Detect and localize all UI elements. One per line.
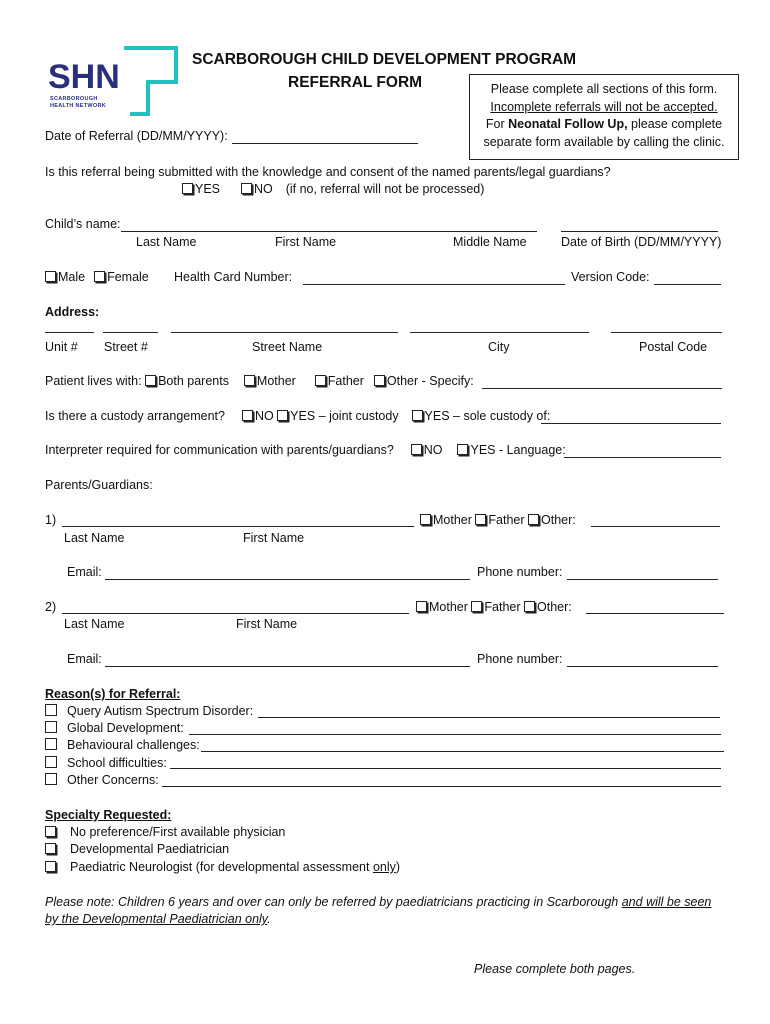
reason-autism: Query Autism Spectrum Disorder: (45, 704, 253, 718)
guardian-2-name-field[interactable] (62, 613, 409, 614)
child-name-label: Child’s name: (45, 217, 121, 231)
form-title: SCARBOROUGH CHILD DEVELOPMENT PROGRAM (192, 51, 577, 68)
health-card-field[interactable] (303, 284, 565, 285)
specialty-heading: Specialty Requested: (45, 808, 172, 822)
street-name-field[interactable] (171, 332, 398, 333)
complete-both-pages-note: Please complete both pages. (474, 962, 636, 976)
reason-school: School difficulties: (45, 756, 167, 770)
unit-caption: Unit # (45, 340, 78, 354)
postal-code-field[interactable] (611, 332, 722, 333)
shn-logo-subtitle: SCARBOROUGH HEALTH NETWORK (50, 96, 107, 109)
guardian-1-email-field[interactable] (105, 579, 470, 580)
reason-other: Other Concerns: (45, 773, 159, 787)
specialty-neurologist-checkbox[interactable] (45, 861, 56, 872)
child-first-name-caption: First Name (275, 235, 337, 249)
notice-box (469, 74, 739, 160)
child-dob-field[interactable] (561, 231, 718, 232)
interpreter-language-field[interactable] (564, 457, 721, 458)
guardian-1-first-name-caption: First Name (243, 531, 305, 545)
reason-school-field[interactable] (170, 768, 721, 769)
male-checkbox[interactable] (45, 271, 56, 282)
version-code-field[interactable] (654, 284, 721, 285)
reason-behavioural-checkbox[interactable] (45, 738, 57, 750)
specialty-developmental-checkbox[interactable] (45, 843, 56, 854)
father-checkbox[interactable] (315, 375, 326, 386)
street-name-caption: Street Name (252, 340, 323, 354)
interpreter-row: Interpreter required for communication with parents/guardians? NO YES - Language: (45, 443, 566, 457)
health-card-label: Health Card Number: (174, 270, 293, 284)
custody-sole-checkbox[interactable] (412, 410, 423, 421)
consent-no-checkbox[interactable] (241, 183, 252, 194)
notice-line-1: Please complete all sections of this form. (490, 82, 718, 96)
child-middle-name-caption: Middle Name (453, 235, 527, 249)
reason-school-checkbox[interactable] (45, 756, 57, 768)
guardian-2-phone-label: Phone number: (477, 652, 563, 666)
reason-other-checkbox[interactable] (45, 773, 57, 785)
custody-joint-checkbox[interactable] (277, 410, 288, 421)
child-last-name-caption: Last Name (136, 235, 197, 249)
interpreter-yes-checkbox[interactable] (457, 444, 468, 455)
guardian-1-last-name-caption: Last Name (64, 531, 125, 545)
guardian-1-father-checkbox[interactable] (475, 514, 486, 525)
postal-code-caption: Postal Code (639, 340, 708, 354)
consent-yes-checkbox[interactable] (182, 183, 193, 194)
custody-no-checkbox[interactable] (242, 410, 253, 421)
form-subtitle: REFERRAL FORM (288, 74, 423, 91)
guardian-1-phone-field[interactable] (567, 579, 718, 580)
child-dob-caption: Date of Birth (DD/MM/YYYY) (561, 235, 722, 249)
reason-other-field[interactable] (162, 786, 721, 787)
guardian-1-name-field[interactable] (62, 526, 414, 527)
guardian-2-last-name-caption: Last Name (64, 617, 125, 631)
guardian-2-other-checkbox[interactable] (524, 601, 535, 612)
guardian-1-mother-checkbox[interactable] (420, 514, 431, 525)
street-number-field[interactable] (103, 332, 158, 333)
reason-global: Global Development: (45, 721, 184, 735)
guardian-2-father-checkbox[interactable] (471, 601, 482, 612)
mother-checkbox[interactable] (244, 375, 255, 386)
guardian-1-number: 1) (45, 513, 57, 527)
notice-line-4: separate form available by calling the clinic. (483, 134, 725, 149)
lives-with-other-field[interactable] (482, 388, 722, 389)
guardian-1-email-label: Email: (67, 565, 102, 579)
female-checkbox[interactable] (94, 271, 105, 282)
other-checkbox[interactable] (374, 375, 385, 386)
reason-global-field[interactable] (189, 734, 721, 735)
specialty-neurologist: Paediatric Neurologist (for developmental assessment only) (45, 860, 400, 874)
guardian-1-other-checkbox[interactable] (528, 514, 539, 525)
guardian-2-mother-checkbox[interactable] (416, 601, 427, 612)
age-note-line-1: Please note: Children 6 years and over can only be referred by paediatricians practicing in Scarborough and will be seen (45, 895, 712, 909)
specialty-no-preference: No preference/First available physician (45, 825, 285, 839)
sex-options: Male Female (45, 270, 149, 284)
address-label: Address: (45, 305, 100, 319)
guardian-2-other-field[interactable] (586, 613, 724, 614)
version-code-label: Version Code: (571, 270, 650, 284)
shn-logo-text: SHN (48, 58, 120, 96)
city-field[interactable] (410, 332, 589, 333)
date-of-referral-label: Date of Referral (DD/MM/YYYY): (45, 129, 228, 143)
reason-behavioural: Behavioural challenges: (45, 738, 200, 752)
specialty-no-preference-checkbox[interactable] (45, 826, 56, 837)
reason-autism-checkbox[interactable] (45, 704, 57, 716)
custody-row: Is there a custody arrangement? NO YES – joint custody YES – sole custody of: (45, 409, 551, 423)
guardian-2-number: 2) (45, 600, 57, 614)
consent-question: Is this referral being submitted with the knowledge and consent of the named parents/legal guardians? (45, 165, 611, 179)
city-caption: City (488, 340, 510, 354)
guardian-2-first-name-caption: First Name (236, 617, 298, 631)
specialty-developmental-paediatrician: Developmental Paediatrician (45, 842, 229, 856)
street-number-caption: Street # (104, 340, 148, 354)
consent-options: YES NO (if no, referral will not be processed) (182, 182, 484, 196)
guardian-2-relation: Mother Father Other: (416, 600, 572, 614)
guardians-label: Parents/Guardians: (45, 478, 153, 492)
guardian-2-email-label: Email: (67, 652, 102, 666)
both-parents-checkbox[interactable] (145, 375, 156, 386)
reasons-heading: Reason(s) for Referral: (45, 687, 181, 701)
notice-line-2: Incomplete referrals will not be accepted. (490, 99, 718, 114)
guardian-2-email-field[interactable] (105, 666, 470, 667)
guardian-1-other-field[interactable] (591, 526, 720, 527)
guardian-2-phone-field[interactable] (567, 666, 718, 667)
reason-autism-field[interactable] (258, 717, 720, 718)
sole-custody-field[interactable] (541, 423, 721, 424)
age-note-line-2: by the Developmental Paediatrician only. (45, 912, 271, 926)
date-of-referral-field[interactable] (232, 143, 418, 144)
notice-line-3: For Neonatal Follow Up, please complete (485, 117, 723, 131)
guardian-1-phone-label: Phone number: (477, 565, 563, 579)
reason-global-checkbox[interactable] (45, 721, 57, 733)
lives-with-row: Patient lives with: Both parents Mother Father Other - Specify: (45, 374, 474, 388)
reason-behavioural-field[interactable] (201, 751, 724, 752)
child-name-field[interactable] (121, 231, 537, 232)
interpreter-no-checkbox[interactable] (411, 444, 422, 455)
unit-field[interactable] (45, 332, 94, 333)
guardian-1-relation: Mother Father Other: (420, 513, 576, 527)
